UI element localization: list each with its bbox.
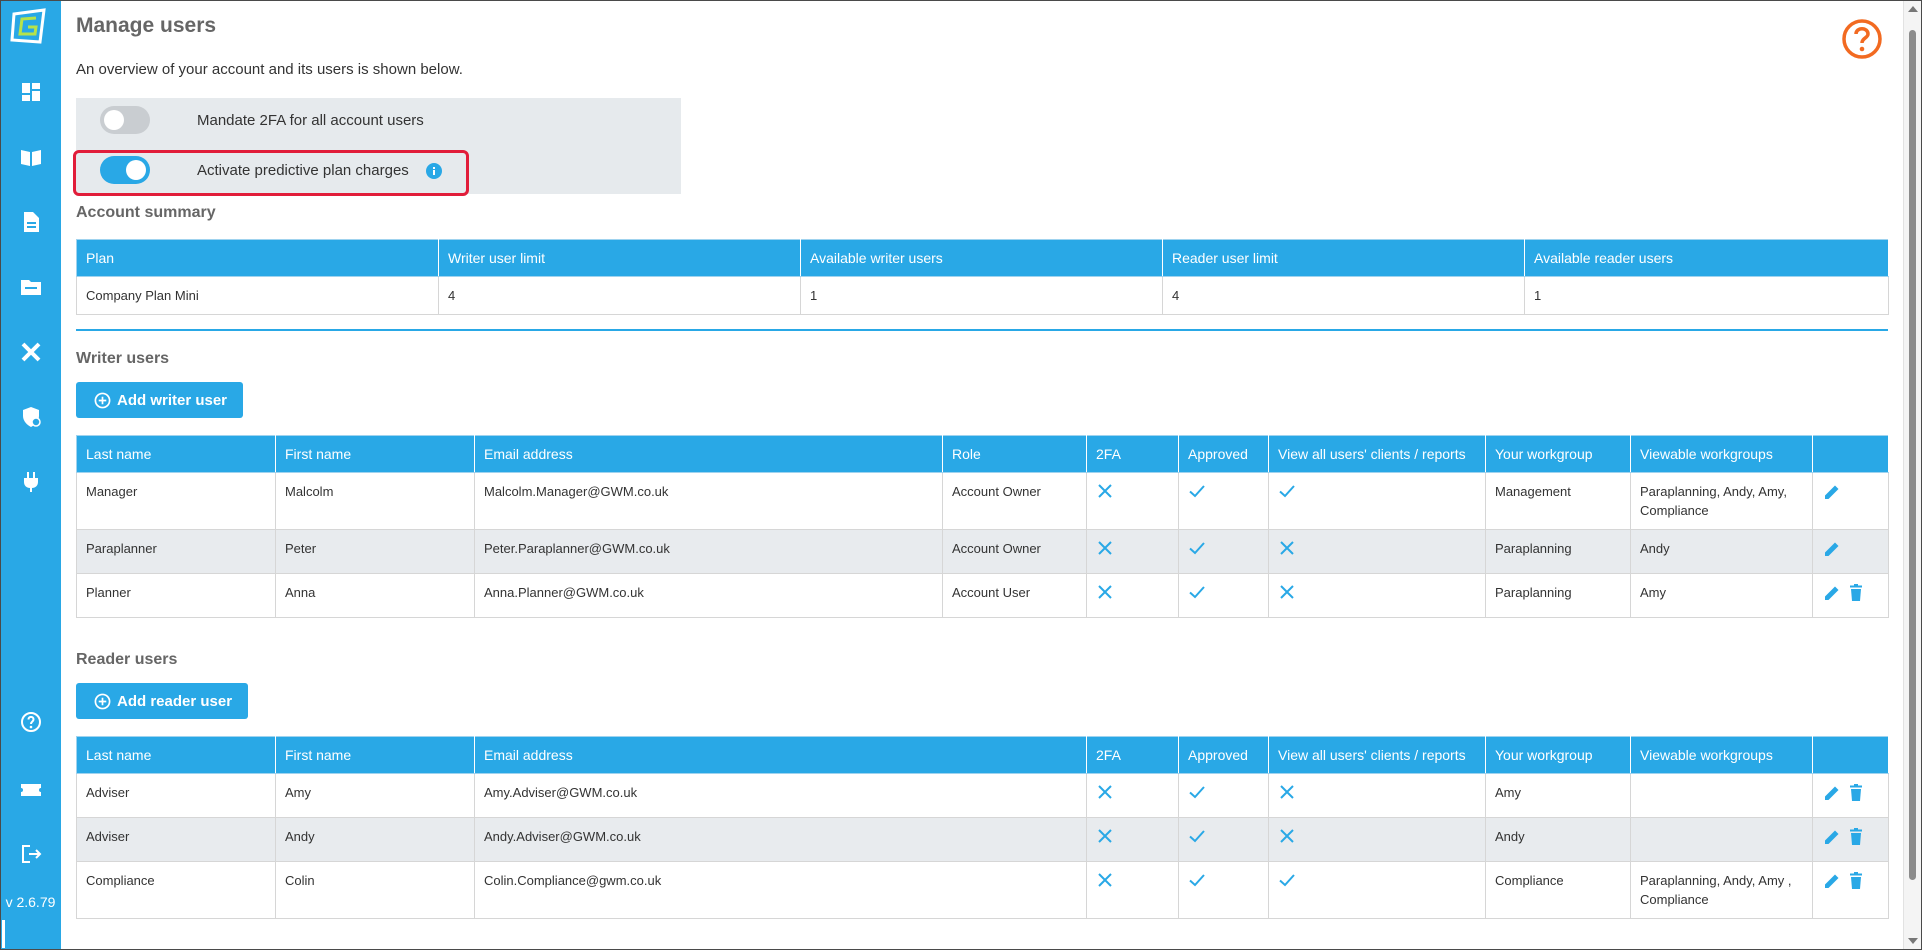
mandate-2fa-row: [76, 101, 681, 139]
trash-icon: [1846, 783, 1866, 803]
column-header: Approved: [1179, 737, 1269, 774]
column-header: Email address: [475, 436, 943, 473]
ticket-icon: [19, 778, 43, 802]
cross-icon: [1096, 827, 1114, 845]
add-reader-user-button[interactable]: [76, 683, 248, 719]
role-cell: Account Owner: [943, 530, 1087, 574]
workgroup-cell: Paraplanning: [1486, 530, 1631, 574]
section-divider: [76, 329, 1888, 331]
column-header: Available writer users: [801, 240, 1163, 277]
view-all-cell: [1269, 574, 1486, 618]
approved-cell: [1179, 574, 1269, 618]
nav-help[interactable]: [0, 702, 61, 742]
check-icon: [1278, 871, 1296, 889]
document-icon: [19, 210, 43, 234]
column-header: View all users' clients / reports: [1269, 737, 1486, 774]
app-version: v 2.6.79: [5, 894, 56, 910]
column-header: View all users' clients / reports: [1269, 436, 1486, 473]
view-all-cell: [1269, 530, 1486, 574]
tfa-cell: [1087, 530, 1179, 574]
table-cell: 1: [1525, 277, 1889, 315]
help-icon: [19, 710, 43, 734]
role-cell: Account User: [943, 574, 1087, 618]
first-name-cell: Peter: [276, 530, 475, 574]
view-all-cell: [1269, 473, 1486, 530]
intro-text: An overview of your account and its users is shown below.: [76, 61, 463, 78]
column-header: Viewable workgroups: [1631, 737, 1813, 774]
last-name-cell: Manager: [77, 473, 276, 530]
check-icon: [1188, 539, 1206, 557]
table-row: [77, 473, 1889, 530]
column-header: 2FA: [1087, 436, 1179, 473]
writer-users-title: Writer users: [76, 350, 170, 367]
mandate-2fa-label: Mandate 2FA for all account users: [197, 111, 424, 129]
check-icon: [1278, 482, 1296, 500]
approved-cell: [1179, 530, 1269, 574]
logout-icon: [19, 842, 43, 866]
edit-button[interactable]: [1822, 827, 1842, 852]
column-header: 2FA: [1087, 737, 1179, 774]
delete-button[interactable]: [1846, 783, 1866, 808]
delete-button[interactable]: [1846, 871, 1866, 896]
email-cell: Anna.Planner@GWM.co.uk: [475, 574, 943, 618]
workgroup-cell: Paraplanning: [1486, 574, 1631, 618]
column-header: Email address: [475, 737, 1087, 774]
row-actions: [1813, 862, 1889, 919]
row-actions: [1813, 473, 1889, 530]
check-icon: [1188, 827, 1206, 845]
viewable-workgroups-cell: Amy: [1631, 574, 1813, 618]
sidebar-scroll-indicator: [2, 920, 5, 948]
workgroup-cell: Amy: [1486, 774, 1631, 818]
first-name-cell: Amy: [276, 774, 475, 818]
tfa-cell: [1087, 574, 1179, 618]
column-header: Role: [943, 436, 1087, 473]
email-cell: Colin.Compliance@gwm.co.uk: [475, 862, 1087, 919]
approved-cell: [1179, 862, 1269, 919]
nav-tools[interactable]: [0, 332, 61, 372]
pencil-icon: [1822, 583, 1842, 603]
reader-users-table: [76, 736, 1889, 919]
tfa-cell: [1087, 862, 1179, 919]
approved-cell: [1179, 473, 1269, 530]
workgroup-cell: Management: [1486, 473, 1631, 530]
check-icon: [1188, 871, 1206, 889]
trash-icon: [1846, 827, 1866, 847]
plugin-icon: [19, 470, 43, 494]
column-header: Reader user limit: [1163, 240, 1525, 277]
table-row: [77, 774, 1889, 818]
nav-library[interactable]: [0, 137, 61, 177]
vertical-scrollbar[interactable]: [1903, 0, 1922, 950]
table-row: [77, 818, 1889, 862]
column-header: First name: [276, 436, 475, 473]
highlight-box: [73, 150, 469, 196]
pencil-icon: [1822, 539, 1842, 559]
table-cell: 4: [439, 277, 801, 315]
view-all-cell: [1269, 774, 1486, 818]
viewable-workgroups-cell: [1631, 818, 1813, 862]
approved-cell: [1179, 774, 1269, 818]
column-header: Viewable workgroups: [1631, 436, 1813, 473]
check-icon: [1188, 583, 1206, 601]
last-name-cell: Planner: [77, 574, 276, 618]
tfa-cell: [1087, 774, 1179, 818]
tfa-cell: [1087, 473, 1179, 530]
writer-users-table: [76, 435, 1889, 618]
email-cell: Andy.Adviser@GWM.co.uk: [475, 818, 1087, 862]
cross-icon: [1096, 539, 1114, 557]
first-name-cell: Colin: [276, 862, 475, 919]
edit-button[interactable]: [1822, 783, 1842, 808]
table-row: [77, 277, 1889, 315]
scroll-up-arrow-icon[interactable]: [1908, 6, 1918, 12]
nav-dashboard[interactable]: [0, 72, 61, 112]
nav-integrations[interactable]: [0, 462, 61, 502]
add-writer-user-button[interactable]: [76, 382, 243, 418]
column-header: Last name: [77, 436, 276, 473]
folder-icon: [19, 275, 43, 299]
column-header: [1813, 436, 1889, 473]
email-cell: Peter.Paraplanner@GWM.co.uk: [475, 530, 943, 574]
cross-icon: [1278, 827, 1296, 845]
workgroup-cell: Andy: [1486, 818, 1631, 862]
email-cell: Amy.Adviser@GWM.co.uk: [475, 774, 1087, 818]
table-row: [77, 530, 1889, 574]
page-title: Manage users: [76, 14, 217, 37]
row-actions: [1813, 818, 1889, 862]
trash-icon: [1846, 871, 1866, 891]
nav-security[interactable]: [0, 397, 61, 437]
scrollbar-thumb[interactable]: [1909, 30, 1916, 880]
plus-circle-icon: [94, 392, 111, 409]
nav-logout[interactable]: [0, 834, 61, 874]
last-name-cell: Paraplanner: [77, 530, 276, 574]
check-icon: [1188, 783, 1206, 801]
column-header: Writer user limit: [439, 240, 801, 277]
app-logo-icon[interactable]: [10, 8, 48, 46]
add-writer-user-label: Add writer user: [117, 391, 228, 409]
table-row: [77, 862, 1889, 919]
delete-button[interactable]: [1846, 583, 1866, 608]
nav-folders[interactable]: [0, 267, 61, 307]
pencil-icon: [1822, 482, 1842, 502]
nav-documents[interactable]: [0, 202, 61, 242]
viewable-workgroups-cell: Paraplanning, Andy, Amy, Compliance: [1631, 473, 1813, 530]
column-header: Your workgroup: [1486, 436, 1631, 473]
view-all-cell: [1269, 818, 1486, 862]
column-header: Last name: [77, 737, 276, 774]
tfa-cell: [1087, 818, 1179, 862]
delete-button[interactable]: [1846, 827, 1866, 852]
table-cell: 4: [1163, 277, 1525, 315]
email-cell: Malcolm.Manager@GWM.co.uk: [475, 473, 943, 530]
viewable-workgroups-cell: Paraplanning, Andy, Amy , Compliance: [1631, 862, 1813, 919]
row-actions: [1813, 574, 1889, 618]
account-summary-title: Account summary: [76, 204, 216, 221]
column-header: First name: [276, 737, 475, 774]
cross-icon: [1278, 783, 1296, 801]
help-icon[interactable]: [1841, 18, 1883, 60]
cross-icon: [1096, 871, 1114, 889]
plus-circle-icon: [94, 693, 111, 710]
edit-button[interactable]: [1822, 871, 1842, 896]
book-icon: [19, 145, 43, 169]
account-summary-table: [76, 239, 1889, 315]
add-reader-user-label: Add reader user: [117, 692, 233, 710]
edit-button[interactable]: [1822, 482, 1842, 507]
column-header: Plan: [77, 240, 439, 277]
last-name-cell: Adviser: [77, 774, 276, 818]
sidebar: [0, 0, 61, 950]
first-name-cell: Anna: [276, 574, 475, 618]
role-cell: Account Owner: [943, 473, 1087, 530]
pencil-icon: [1822, 827, 1842, 847]
table-row: [77, 574, 1889, 618]
toggle-knob: [104, 110, 124, 130]
first-name-cell: Malcolm: [276, 473, 475, 530]
edit-button[interactable]: [1822, 583, 1842, 608]
column-header: Approved: [1179, 436, 1269, 473]
cross-icon: [1096, 583, 1114, 601]
cross-icon: [1278, 583, 1296, 601]
row-actions: [1813, 530, 1889, 574]
table-cell: 1: [801, 277, 1163, 315]
edit-button[interactable]: [1822, 539, 1842, 564]
scroll-down-arrow-icon[interactable]: [1908, 938, 1918, 944]
viewable-workgroups-cell: [1631, 774, 1813, 818]
first-name-cell: Andy: [276, 818, 475, 862]
column-header: [1813, 737, 1889, 774]
view-all-cell: [1269, 862, 1486, 919]
table-cell: Company Plan Mini: [77, 277, 439, 315]
nav-tickets[interactable]: [0, 770, 61, 810]
cross-icon: [1096, 482, 1114, 500]
mandate-2fa-toggle[interactable]: [100, 106, 150, 134]
tools-icon: [19, 340, 43, 364]
cross-icon: [1278, 539, 1296, 557]
column-header: Available reader users: [1525, 240, 1889, 277]
pencil-icon: [1822, 871, 1842, 891]
viewable-workgroups-cell: Andy: [1631, 530, 1813, 574]
column-header: Your workgroup: [1486, 737, 1631, 774]
last-name-cell: Compliance: [77, 862, 276, 919]
predictive-charges-label: Activate predictive plan charges: [197, 161, 409, 179]
reader-users-title: Reader users: [76, 651, 178, 668]
approved-cell: [1179, 818, 1269, 862]
trash-icon: [1846, 583, 1866, 603]
dashboard-icon: [19, 80, 43, 104]
workgroup-cell: Compliance: [1486, 862, 1631, 919]
last-name-cell: Adviser: [77, 818, 276, 862]
cross-icon: [1096, 783, 1114, 801]
check-icon: [1188, 482, 1206, 500]
row-actions: [1813, 774, 1889, 818]
security-shield-icon: [19, 405, 43, 429]
pencil-icon: [1822, 783, 1842, 803]
